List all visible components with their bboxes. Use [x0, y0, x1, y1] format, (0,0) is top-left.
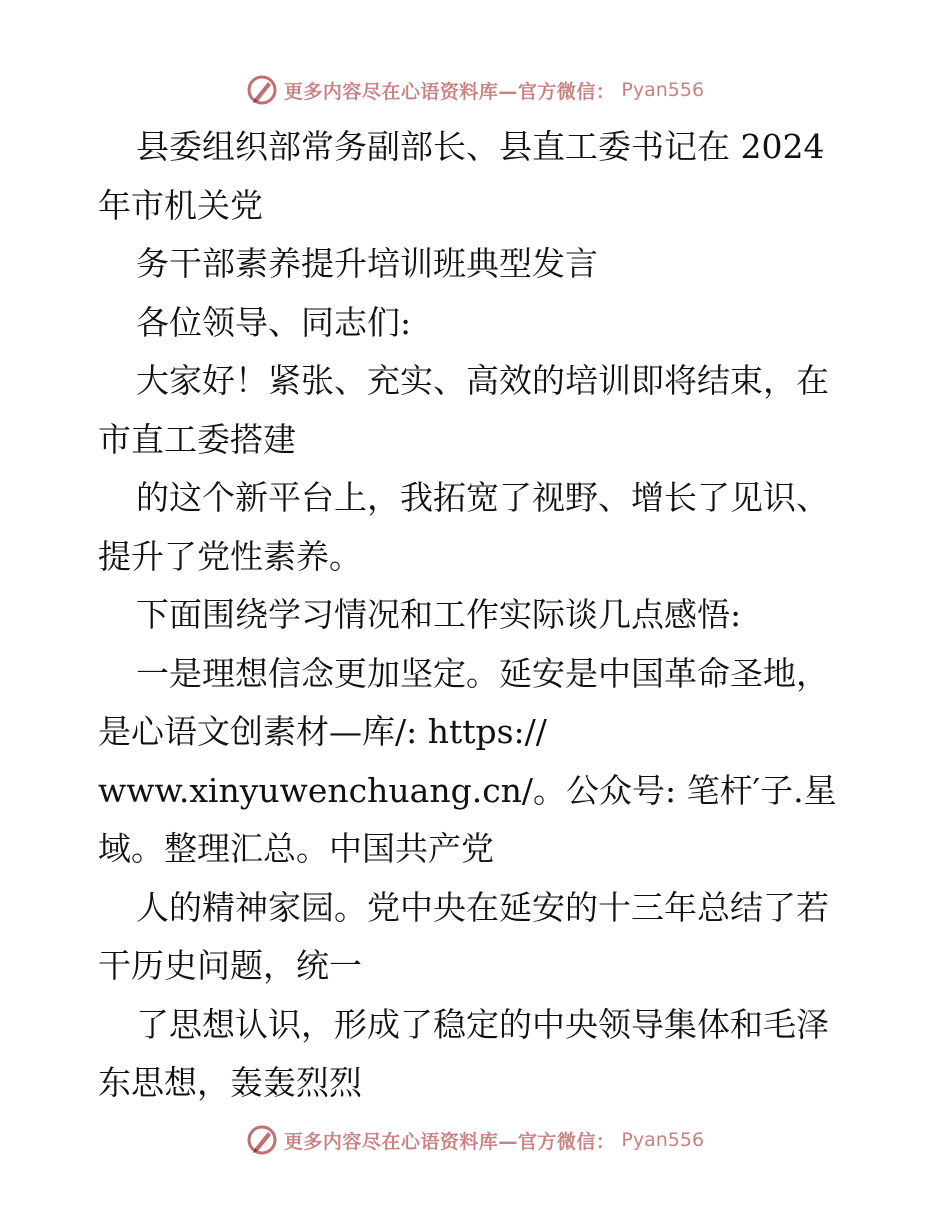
text-line: 的这个新平台上，我拓宽了视野、增长了见识、 — [136, 478, 829, 517]
text-line: 是心语文创素材—库/: https:// — [98, 712, 547, 751]
pen-logo-icon — [246, 1124, 278, 1156]
text-line: 市直工委搭建 — [98, 419, 296, 459]
watermark-footer — [0, 1120, 950, 1160]
text-line: 下面围绕学习情况和工作实际谈几点感悟: — [136, 595, 742, 634]
watermark-wechat-id: Pyan556 — [621, 79, 705, 101]
text-line: 域。整理汇总。中国共产党 — [98, 829, 494, 868]
pen-logo-icon — [246, 74, 278, 106]
text-line: 提升了党性素养。 — [98, 536, 362, 576]
watermark-header — [0, 70, 950, 110]
text-line: 各位领导、同志们: — [136, 302, 412, 342]
watermark-wechat-id: Pyan556 — [621, 1129, 705, 1151]
watermark-text: 更多内容尽在心语资料库—官方微信： — [283, 80, 616, 103]
text-line: 东思想，轰轰烈烈 — [98, 1063, 362, 1102]
text-line: 大家好！紧张、充实、高效的培训即将结束，在 — [136, 361, 829, 400]
text-line: www.xinyuwenchuang.cn/。公众号: 笔杆′子.星 — [98, 770, 837, 810]
text-line: 人的精神家园。党中央在延安的十三年总结了若 — [136, 887, 829, 927]
text-line: 干历史问题，统一 — [98, 946, 362, 985]
text-line: 年市机关党 — [98, 185, 263, 225]
text-line: 一是理想信念更加坚定。延安是中国革命圣地， — [136, 653, 829, 693]
text-line: 县委组织部常务副部长、县直工委书记在 2024 — [136, 127, 825, 166]
watermark-text: 更多内容尽在心语资料库—官方微信： — [283, 1130, 616, 1153]
text-line: 务干部素养提升培训班典型发言 — [136, 244, 598, 283]
text-line: 了思想认识，形成了稳定的中央领导集体和毛泽 — [136, 1004, 829, 1044]
document-body — [98, 118, 858, 1113]
